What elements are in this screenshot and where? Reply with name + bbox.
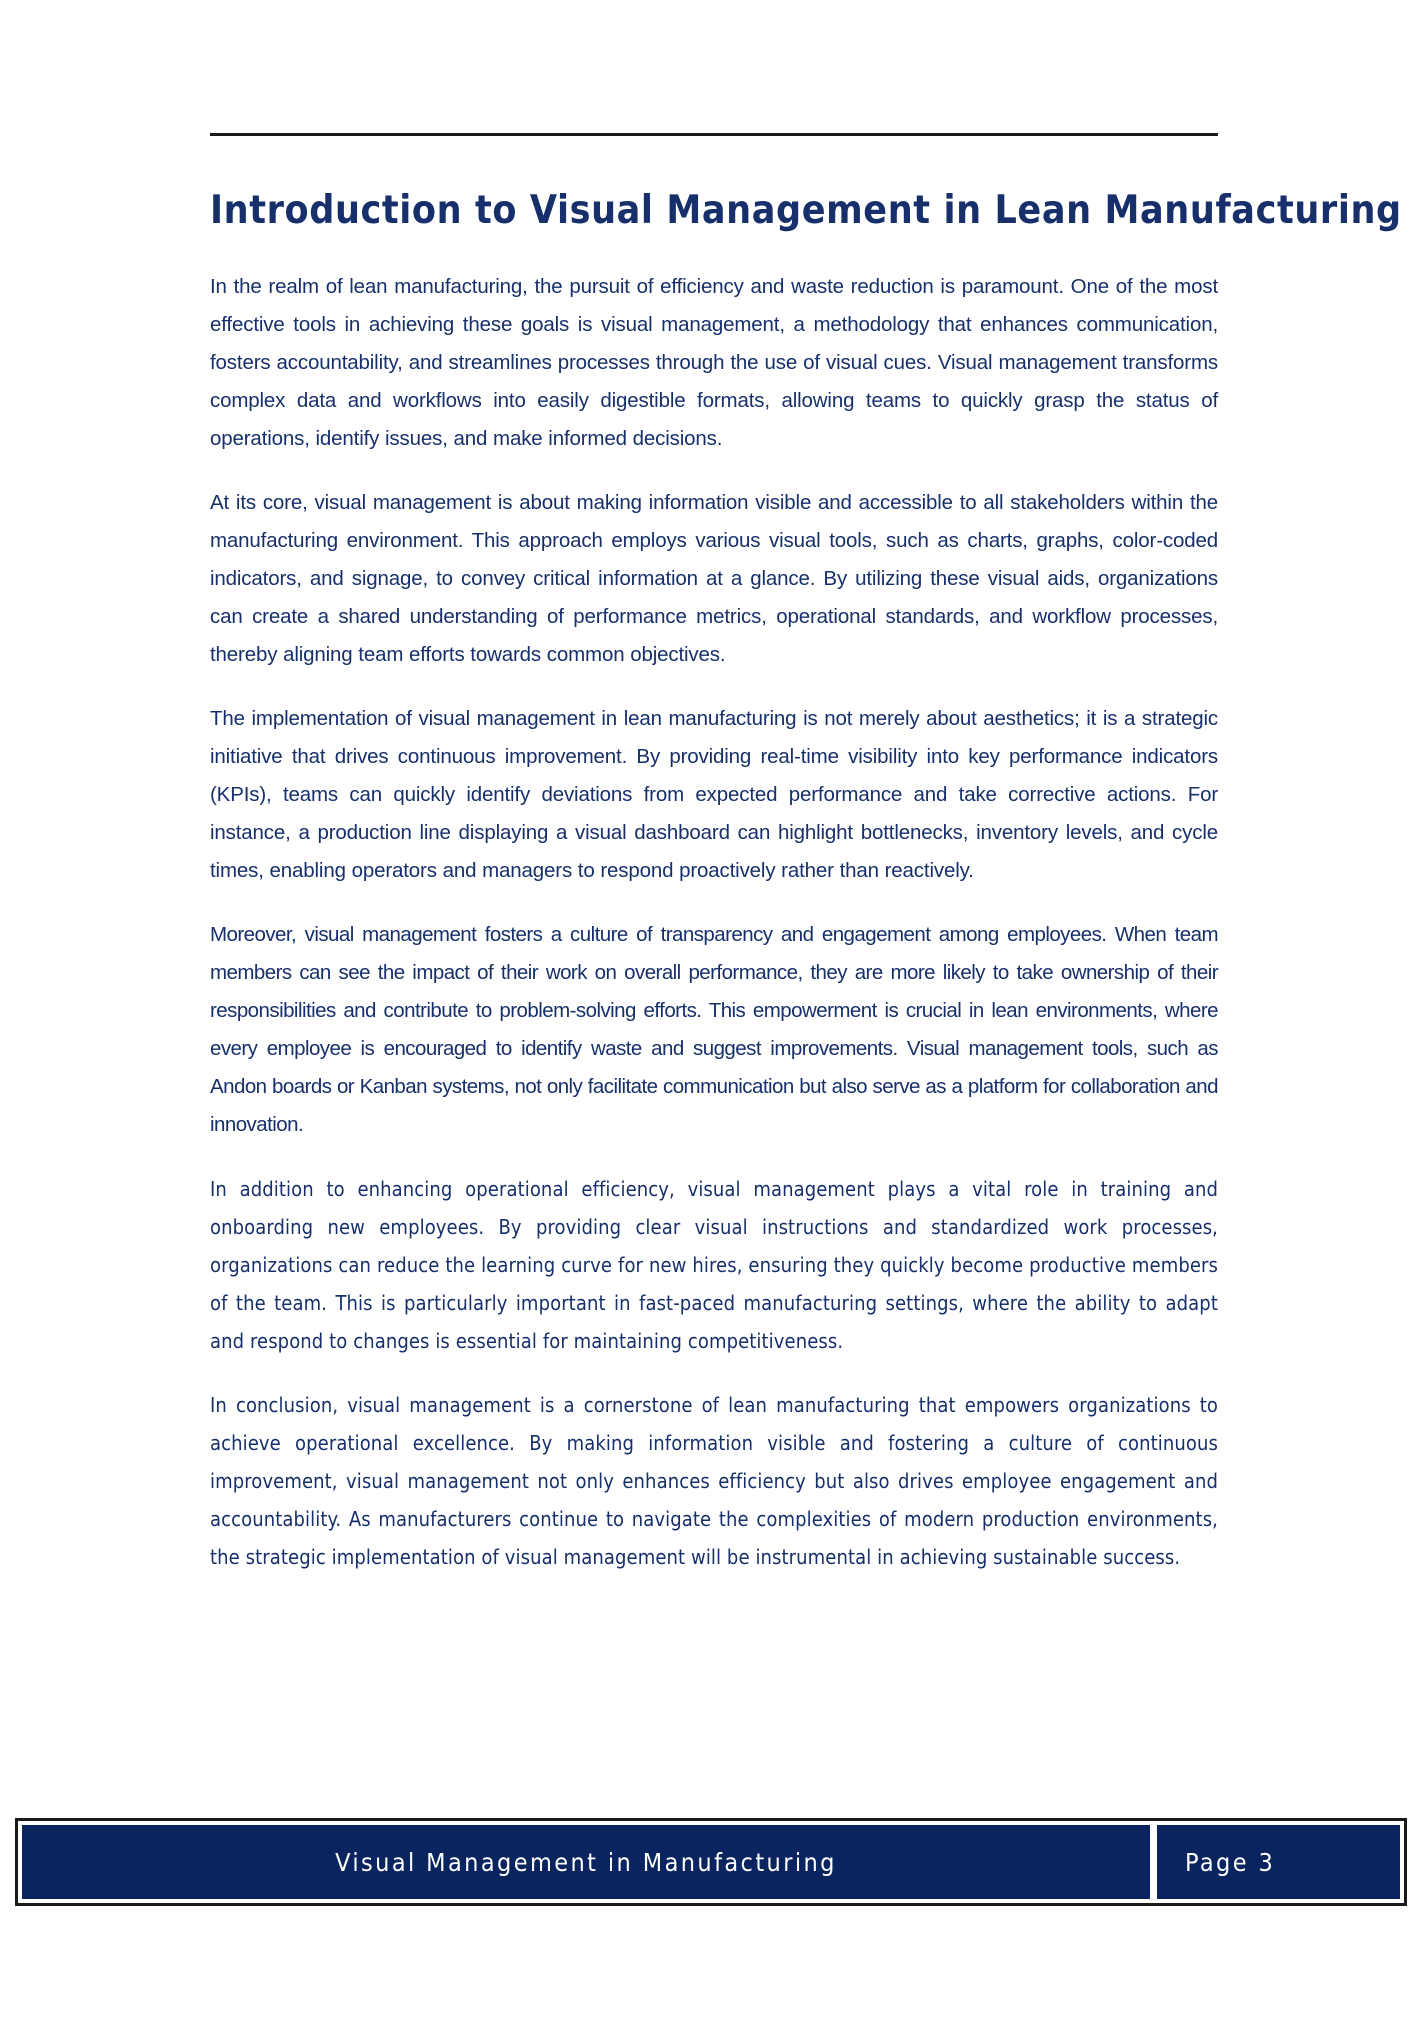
document-content bbox=[210, 188, 1402, 1576]
header-rule bbox=[210, 133, 1218, 136]
page-title: Introduction to Visual Management in Lean Manufacturing bbox=[210, 188, 1402, 233]
body-paragraph-5: In addition to enhancing operational efficiency, visual management plays a vital role in training and onboarding new employees. By providing clear visual instructions and standardized work processes, organizations can reduce the learning curve for new hires, ensuring they quickly become productive members of the team. This is particularly important in fast-paced manufacturing settings, where the ability to adapt and respond to changes is essential for maintaining competitiveness. bbox=[210, 1177, 1218, 1353]
footer-document-name-cell bbox=[22, 1825, 1150, 1899]
body-paragraph-4: Moreover, visual management fosters a culture of transparency and engagement among employees. When team members can see the impact of their work on overall performance, they are more likely to take ownership of their responsibilities and contribute to problem-solving efforts. This empowerment is crucial in lean environments, where every employee is encouraged to identify waste and suggest improvements. Visual management tools, such as Andon boards or Kanban systems, not only facilitate communication but also serve as a platform for collaboration and innovation. bbox=[210, 923, 1218, 1136]
footer-document-name: Visual Management in Manufacturing bbox=[335, 1847, 837, 1877]
footer-page-number-cell bbox=[1157, 1825, 1400, 1899]
footer-page-number: Page 3 bbox=[1185, 1847, 1276, 1877]
body-paragraph-2: At its core, visual management is about making information visible and accessible to all stakeholders within the manufacturing environment. This approach employs various visual tools, such as charts, graphs, color-coded indicators, and signage, to convey critical information at a glance. By utilizing these visual aids, organizations can create a shared understanding of performance metrics, operational standards, and workflow processes, thereby aligning team efforts towards common objectives. bbox=[210, 491, 1218, 666]
body-paragraph-3: The implementation of visual management in lean manufacturing is not merely about aesthetics; it is a strategic initiative that drives continuous improvement. By providing real-time visibility into key performance indicators (KPIs), teams can quickly identify deviations from expected performance and take corrective actions. For instance, a production line displaying a visual dashboard can highlight bottlenecks, inventory levels, and cycle times, enabling operators and managers to respond proactively rather than reactively. bbox=[210, 707, 1218, 882]
footer-divider bbox=[1150, 1825, 1157, 1899]
page-footer bbox=[15, 1818, 1407, 1906]
body-paragraph-1: In the realm of lean manufacturing, the pursuit of efficiency and waste reduction is paramount. One of the most effective tools in achieving these goals is visual management, a methodology that enhances communication, fosters accountability, and streamlines processes through the use of visual cues. Visual management transforms complex data and workflows into easily digestible formats, allowing teams to quickly grasp the status of operations, identify issues, and make informed decisions. bbox=[210, 275, 1218, 450]
body-paragraph-6: In conclusion, visual management is a cornerstone of lean manufacturing that empowers organizations to achieve operational excellence. By making information visible and fostering a culture of continuous improvement, visual management not only enhances efficiency but also drives employee engagement and accountability. As manufacturers continue to navigate the complexities of modern production environments, the strategic implementation of visual management will be instrumental in achieving sustainable success. bbox=[210, 1393, 1218, 1569]
